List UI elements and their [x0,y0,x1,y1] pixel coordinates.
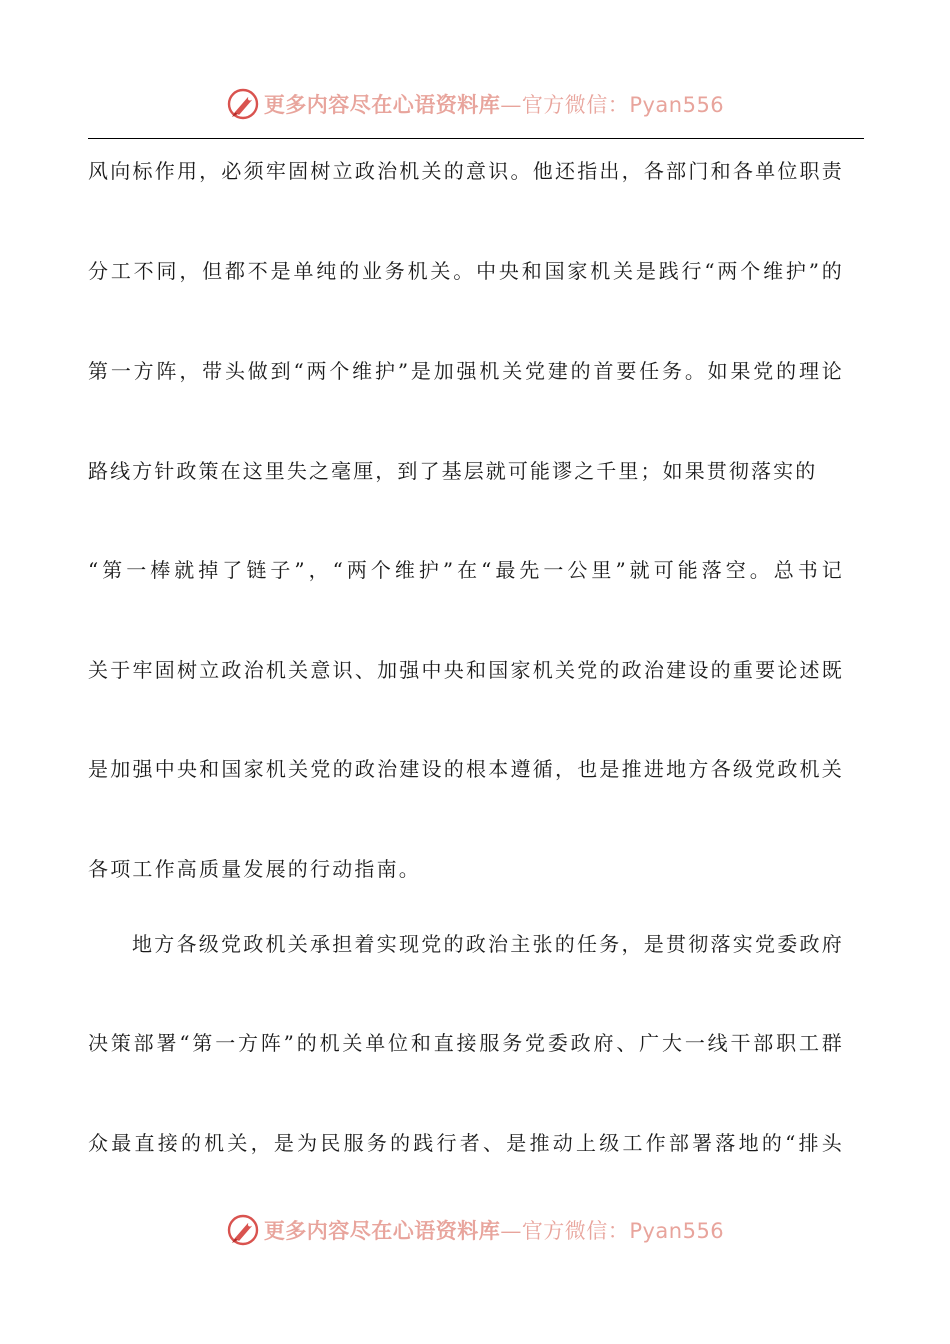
body-line-10: 决策部署“第一方阵”的机关单位和直接服务党委政府、广大一线干部职工群 [88,1031,844,1055]
body-line-5: “第一棒就掉了链子”，“两个维护”在“最先一公里”就可能落空。总书记 [88,558,844,582]
body-line-8: 各项工作高质量发展的行动指南。 [88,857,421,881]
pen-nib-logo-icon [226,1213,260,1247]
body-line-6: 关于牢固树立政治机关意识、加强中央和国家机关党的政治建设的重要论述既 [88,658,844,682]
header-wechat-label: 官方微信： [521,93,630,117]
header-wechat-id: Pyan556 [629,93,725,117]
body-line-1: 风向标作用，必须牢固树立政治机关的意识。他还指出，各部门和各单位职责 [88,159,844,183]
footer-wechat-id: Pyan556 [629,1219,725,1243]
footer-wechat-label: 官方微信： [521,1219,630,1243]
body-line-11: 众最直接的机关，是为民服务的践行者、是推动上级工作部署落地的“排头 [88,1131,844,1155]
header-brand: 更多内容尽在心语资料库 [263,92,501,117]
footer-brand: 更多内容尽在心语资料库 [263,1218,501,1243]
footer-banner [0,1210,950,1250]
header-divider [88,138,864,139]
footer-text [264,1215,724,1245]
header-dash: — [500,93,522,117]
pen-nib-logo-icon [226,87,260,121]
header-banner [0,84,950,124]
body-line-7: 是加强中央和国家机关党的政治建设的根本遵循，也是推进地方各级党政机关 [88,757,844,781]
body-line-2: 分工不同，但都不是单纯的业务机关。中央和国家机关是践行“两个维护”的 [88,259,844,283]
body-line-9: 地方各级党政机关承担着实现党的政治主张的任务，是贯彻落实党委政府 [132,932,844,956]
body-line-3: 第一方阵，带头做到“两个维护”是加强机关党建的首要任务。如果党的理论 [88,359,844,383]
footer-dash: — [500,1219,522,1243]
body-line-4: 路线方针政策在这里失之毫厘，到了基层就可能谬之千里；如果贯彻落实的 [88,459,818,483]
header-text [264,89,724,119]
